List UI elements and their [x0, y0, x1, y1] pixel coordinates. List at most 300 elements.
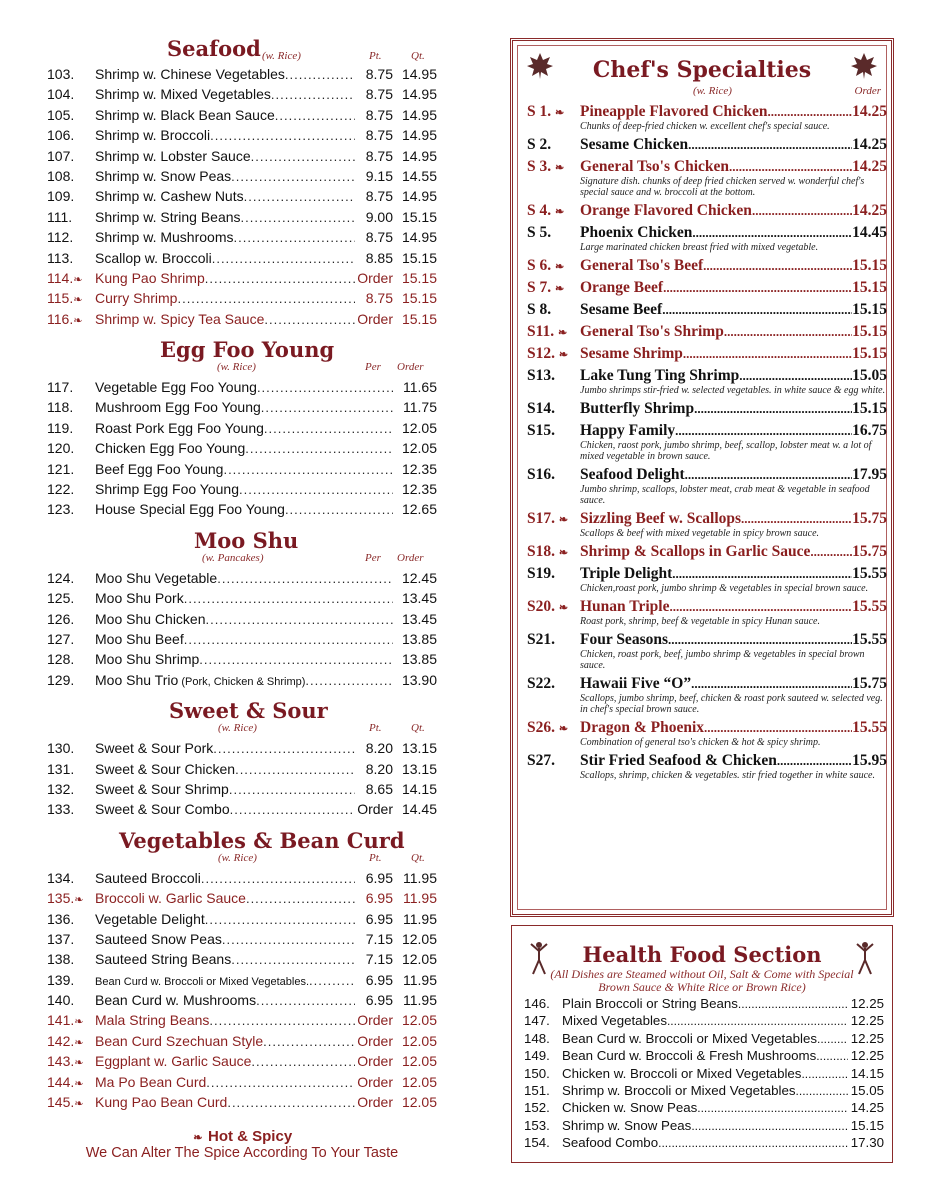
item-price: 11.75 — [403, 399, 437, 416]
price-quart: 15.15 — [401, 269, 437, 286]
item-number: 152. — [524, 1100, 550, 1116]
dot-leader — [817, 1032, 848, 1046]
price-quart: 13.15 — [401, 760, 437, 777]
item-number: 154. — [524, 1135, 550, 1151]
health-food-title: Health Food Section — [582, 942, 822, 967]
price-pint: 8.75 — [365, 106, 393, 123]
specialty-line — [527, 422, 887, 440]
specialty-line — [527, 631, 887, 649]
specialty-price: 15.15 — [852, 323, 887, 340]
item-price: 12.25 — [850, 1013, 884, 1029]
dot-leader — [694, 401, 852, 417]
veg-header — [47, 827, 437, 864]
menu-item-row — [47, 672, 437, 692]
item-number: 139. — [47, 971, 75, 988]
specialty-description: Roast pork, shrimp, beef & vegetable in spicy Hunan sauce. — [580, 616, 820, 627]
item-name: Moo Shu Shrimp — [95, 651, 200, 668]
specialty-name: Dragon & Phoenix — [580, 719, 704, 736]
item-name: Scallop w. Broccoli — [95, 249, 212, 266]
specialty-item — [527, 752, 887, 781]
item-number: 125. — [47, 590, 75, 607]
specialty-price: 16.75 — [852, 422, 887, 439]
specialty-name: Sesame Shrimp — [580, 345, 683, 362]
dot-leader — [691, 1119, 848, 1133]
item-number: 114.❧ — [47, 270, 95, 286]
specialty-line — [527, 224, 887, 242]
price-quart: 12.05 — [401, 1094, 437, 1111]
menu-item-row — [47, 740, 437, 760]
price-pint: 8.20 — [365, 740, 393, 757]
price-quart: 14.15 — [401, 780, 437, 797]
item-number: 145.❧ — [47, 1094, 95, 1110]
item-number: 146. — [524, 996, 550, 1011]
section-subtitle: (w. Rice) — [218, 851, 257, 864]
item-name: Shrimp w. Lobster Sauce — [95, 147, 251, 164]
dot-leader — [752, 203, 852, 219]
price-quart: 14.45 — [401, 801, 437, 818]
dot-leader — [668, 632, 852, 648]
menu-item-row — [47, 761, 437, 781]
item-name: Shrimp w. Broccoli or Mixed Vegetables — [562, 1082, 796, 1098]
item-number: 149. — [524, 1048, 550, 1064]
specialty-description: Scallops & beef with mixed vegetable in spicy brown sauce. — [580, 528, 820, 539]
price-pint: Order — [357, 1073, 393, 1090]
chili-pepper-icon: ❧ — [558, 547, 569, 559]
item-price: 13.45 — [401, 610, 437, 627]
dot-leader — [199, 652, 393, 667]
specialty-line — [527, 103, 887, 121]
dot-leader — [672, 566, 852, 582]
item-price: 14.25 — [850, 1100, 884, 1116]
price-quart: 13.15 — [401, 740, 437, 757]
price-quart: 14.95 — [401, 86, 437, 103]
specialty-item — [527, 565, 887, 594]
item-number: 133. — [47, 801, 75, 818]
specialty-line — [527, 543, 887, 561]
menu-item-row — [47, 931, 437, 951]
specialty-price: 15.15 — [852, 301, 887, 318]
specialty-line — [527, 719, 887, 737]
specialty-name: Stir Fried Seafood & Chicken — [580, 752, 777, 769]
menu-item-row — [47, 481, 437, 501]
item-name: Sauteed Broccoli — [95, 869, 201, 886]
chili-pepper-icon: ❧ — [558, 602, 569, 614]
price-pint: Order — [357, 310, 393, 327]
item-number: 148. — [524, 1030, 550, 1046]
item-price: 12.05 — [401, 440, 437, 457]
chili-pepper-icon: ❧ — [74, 1036, 84, 1049]
chili-pepper-icon: ❧ — [558, 514, 569, 526]
item-price: 12.65 — [401, 501, 437, 518]
specialty-line — [527, 323, 887, 341]
item-price: 12.35 — [401, 481, 437, 498]
item-name: Broccoli w. Garlic Sauce — [95, 890, 246, 907]
item-number: 135.❧ — [47, 890, 95, 906]
dot-leader — [810, 544, 852, 560]
chefs-order-label: Order — [854, 85, 881, 97]
item-number: 112. — [47, 229, 74, 246]
chili-pepper-icon: ❧ — [73, 294, 83, 307]
item-name: Shrimp w. Spicy Tea Sauce — [95, 310, 265, 327]
dot-leader — [205, 271, 355, 286]
menu-item-row — [47, 590, 437, 610]
item-name: Sauteed String Beans — [95, 951, 232, 968]
dot-leader — [184, 591, 393, 606]
item-number: 151. — [524, 1082, 550, 1098]
item-name: Moo Shu Trio (Pork, Chicken & Shrimp) — [95, 671, 306, 688]
specialty-line — [527, 466, 887, 484]
specialty-price: 15.95 — [852, 752, 887, 769]
health-item-row — [524, 1083, 884, 1100]
health-item-row — [524, 1066, 884, 1083]
price-quart: 14.95 — [401, 229, 437, 246]
specialty-description: Chicken, raost pork, jumbo shrimp, beef, scallop, lobster meat w. a lot of mixed vegetable in brown sauce. — [580, 440, 872, 462]
dot-leader — [233, 230, 355, 245]
dot-leader — [205, 912, 355, 927]
price-pint: 8.75 — [365, 290, 393, 307]
item-number: 140. — [47, 992, 75, 1009]
menu-item-row — [47, 461, 437, 481]
dot-leader — [688, 137, 852, 153]
specialty-name: Sizzling Beef w. Scallops — [580, 510, 742, 527]
menu-item-row — [47, 420, 437, 440]
item-name: Sweet & Sour Chicken — [95, 760, 236, 777]
chili-pepper-icon: ❧ — [558, 327, 568, 339]
dot-leader — [739, 368, 852, 384]
seafood-list — [47, 66, 437, 331]
health-item-row — [524, 1118, 884, 1135]
chili-pepper-icon: ❧ — [555, 261, 565, 273]
price-quart: 14.55 — [401, 167, 437, 184]
price-quart: 12.05 — [401, 1012, 437, 1029]
item-number: 121. — [47, 460, 75, 477]
specialty-price: 15.15 — [852, 257, 887, 274]
specialty-name: General Tso's Shrimp — [580, 323, 724, 340]
price-pint: 8.65 — [365, 780, 393, 797]
dot-leader — [667, 1014, 848, 1028]
menu-item-row — [47, 399, 437, 419]
item-number: 147. — [524, 1013, 550, 1029]
col-header-per: Per — [365, 361, 381, 374]
specialty-description: Combination of general tso's chicken & hot & spicy shrimp. — [580, 737, 821, 748]
menu-item-row — [47, 379, 437, 399]
item-price: 12.35 — [401, 460, 437, 477]
price-quart: 12.05 — [401, 1053, 437, 1070]
dot-leader — [305, 673, 393, 688]
specialty-code: S26. ❧ — [527, 719, 580, 737]
item-price: 15.15 — [850, 1117, 884, 1133]
item-number: 128. — [47, 651, 75, 668]
item-price: 12.05 — [401, 419, 437, 436]
specialty-name: Orange Flavored Chicken — [580, 202, 752, 219]
specialty-name: Sesame Chicken — [580, 136, 689, 153]
specialty-price: 14.25 — [852, 103, 887, 120]
item-name: Sweet & Sour Pork — [95, 740, 214, 757]
item-price: 12.25 — [850, 1030, 884, 1046]
dot-leader — [223, 462, 393, 477]
section-title: Sweet & Sour — [169, 698, 328, 724]
menu-item-row — [47, 781, 437, 801]
dot-leader — [184, 632, 393, 647]
item-name: Vegetable Delight — [95, 910, 205, 927]
chili-pepper-icon: ❧ — [74, 894, 84, 907]
col-header-order: Order — [397, 361, 424, 374]
item-name: Chicken w. Snow Peas — [562, 1100, 698, 1116]
item-number: 109. — [47, 188, 75, 205]
specialty-price: 15.55 — [852, 598, 887, 615]
specialty-line — [527, 598, 887, 616]
specialty-code: S11. ❧ — [527, 323, 580, 341]
item-number: 122. — [47, 481, 75, 498]
specialty-name: Shrimp & Scallops in Garlic Sauce — [580, 543, 811, 560]
item-name: Moo Shu Vegetable — [95, 569, 218, 586]
specialty-item — [527, 598, 887, 627]
mooshu-list — [47, 570, 437, 692]
price-pint: Order — [357, 1012, 393, 1029]
specialty-item — [527, 202, 887, 220]
specialty-item — [527, 224, 887, 253]
dot-leader — [801, 1067, 848, 1081]
price-pint: 8.85 — [365, 249, 393, 266]
item-number: 129. — [47, 671, 75, 688]
health-food-box — [511, 925, 893, 1163]
dot-leader — [235, 762, 355, 777]
item-note: (Pork, Chicken & Shrimp) — [178, 675, 306, 688]
dot-leader — [227, 1095, 355, 1110]
specialty-item — [527, 543, 887, 561]
specialty-price: 15.05 — [852, 367, 887, 384]
item-price: 12.25 — [850, 996, 884, 1011]
specialty-line — [527, 400, 887, 418]
item-name: Shrimp w. String Beans — [95, 208, 241, 225]
specialty-code: S 5. — [527, 224, 552, 241]
dot-leader — [704, 720, 852, 736]
item-price: 11.65 — [403, 379, 437, 396]
menu-item-row — [47, 188, 437, 208]
dot-leader — [285, 502, 393, 517]
specialty-code: S 7. ❧ — [527, 279, 580, 297]
specialty-code: S 3. ❧ — [527, 158, 580, 176]
col-header-order: Order — [397, 551, 424, 564]
menu-item-row — [47, 148, 437, 168]
chili-pepper-icon: ❧ — [74, 1098, 84, 1111]
dot-leader — [217, 571, 393, 586]
section-subtitle: (w. Pancakes) — [202, 551, 264, 564]
dot-leader — [669, 599, 852, 615]
item-price: 12.45 — [401, 569, 437, 586]
chili-pepper-icon: ❧ — [555, 107, 565, 119]
health-item-row — [524, 1013, 884, 1030]
item-price: 13.85 — [401, 651, 437, 668]
item-price: 13.85 — [401, 630, 437, 647]
left-column — [47, 34, 437, 1114]
specialty-code: S22. — [527, 675, 555, 692]
specialty-item — [527, 367, 887, 396]
col-header-qt: Qt. — [411, 722, 425, 735]
specialty-name: Lake Tung Ting Shrimp — [580, 367, 740, 384]
item-price: 14.15 — [850, 1065, 884, 1081]
dot-leader — [251, 1054, 355, 1069]
dot-leader — [229, 782, 355, 797]
chili-pepper-icon: ❧ — [555, 206, 565, 218]
dot-leader — [692, 225, 852, 241]
specialty-item — [527, 103, 887, 132]
menu-item-row — [47, 127, 437, 147]
price-quart: 15.15 — [401, 249, 437, 266]
specialty-price: 14.45 — [852, 224, 887, 241]
price-pint: 7.15 — [365, 930, 393, 947]
chefs-subtitle: (w. Rice) — [693, 85, 732, 97]
menu-item-row — [47, 86, 437, 106]
menu-item-row — [47, 311, 437, 331]
item-name: Mixed Vegetables — [562, 1013, 667, 1029]
specialty-code: S15. — [527, 422, 555, 439]
price-quart: 11.95 — [403, 890, 437, 907]
col-header-per: Per — [365, 551, 381, 564]
menu-item-row — [47, 890, 437, 910]
dot-leader — [239, 482, 393, 497]
menu-item-row — [47, 631, 437, 651]
menu-item-row — [47, 870, 437, 890]
chili-pepper-icon: ❧ — [558, 723, 569, 735]
item-name: Ma Po Bean Curd — [95, 1073, 207, 1090]
specialty-item — [527, 136, 887, 154]
item-name: Kung Pao Shrimp — [95, 269, 205, 286]
dot-leader — [222, 932, 355, 947]
section-subtitle: (w. Rice) — [218, 722, 257, 735]
item-number: 115.❧ — [47, 290, 95, 306]
specialty-code: S 2. — [527, 136, 552, 153]
specialty-code: S17. ❧ — [527, 510, 580, 528]
dot-leader — [213, 741, 355, 756]
item-number: 134. — [47, 869, 75, 886]
specialty-price: 15.15 — [852, 279, 887, 296]
specialty-line — [527, 279, 887, 297]
specialty-code: S 1. ❧ — [527, 103, 580, 121]
specialty-line — [527, 565, 887, 583]
price-quart: 14.95 — [401, 127, 437, 144]
dot-leader — [261, 400, 393, 415]
specialty-item — [527, 345, 887, 363]
price-quart: 14.95 — [401, 66, 437, 82]
item-name: Sweet & Sour Shrimp — [95, 780, 229, 797]
specialty-code: S16. — [527, 466, 555, 483]
seafood-header — [47, 36, 437, 66]
item-name: Shrimp w. Mixed Vegetables — [95, 86, 271, 103]
menu-item-row — [47, 611, 437, 631]
price-pint: Order — [357, 801, 393, 818]
price-pint: 6.95 — [365, 971, 393, 988]
dot-leader — [724, 324, 852, 340]
sweetsour-list — [47, 740, 437, 822]
specialty-description: Chunks of deep-fried chicken w. excellent chef's special sauce. — [580, 121, 830, 132]
specialty-code: S27. — [527, 752, 555, 769]
specialty-description: Chicken, roast pork, beef, jumbo shrimp & vegetables in special brown sauce. — [580, 649, 865, 671]
price-pint: 9.00 — [365, 208, 393, 225]
item-number: 127. — [47, 630, 75, 647]
item-name: Shrimp Egg Foo Young — [95, 481, 239, 498]
specialty-price: 15.55 — [852, 719, 887, 736]
specialty-price: 15.75 — [852, 675, 887, 692]
item-number: 153. — [524, 1117, 550, 1133]
item-name: Shrimp w. Cashew Nuts — [95, 188, 244, 205]
price-pint: 8.75 — [365, 147, 393, 164]
price-pint: 6.95 — [365, 992, 393, 1009]
item-name: Beef Egg Foo Young — [95, 460, 224, 477]
chili-pepper-icon: ❧ — [73, 273, 83, 286]
specialty-code: S13. — [527, 367, 555, 384]
specialty-description: Chicken,roast pork, jumbo shrimp & vegetables in special brown sauce. — [580, 583, 869, 594]
item-name: Shrimp w. Mushrooms — [95, 229, 234, 246]
chefs-specialties-title: Chef's Specialties — [592, 57, 812, 83]
item-name: Plain Broccoli or String Beans — [562, 996, 738, 1011]
item-name: Moo Shu Beef — [95, 630, 184, 647]
price-quart: 14.95 — [401, 147, 437, 164]
chili-pepper-icon: ❧ — [555, 283, 565, 295]
specialty-name: Hawaii Five “O” — [580, 675, 692, 692]
dot-leader — [675, 423, 852, 439]
dot-leader — [767, 104, 852, 120]
item-number: 130. — [47, 740, 75, 757]
specialty-description: Large marinated chicken breast fried with mixed vegetable. — [580, 242, 819, 253]
item-name: Shrimp w. Snow Peas — [95, 167, 232, 184]
price-quart: 11.95 — [403, 992, 437, 1009]
chef-list — [527, 103, 887, 785]
item-number: 136. — [47, 910, 75, 927]
specialty-code: S 6. ❧ — [527, 257, 580, 275]
price-quart: 12.05 — [401, 951, 437, 968]
item-name: Shrimp w. Snow Peas — [562, 1117, 692, 1133]
item-name: Bean Curd Szechuan Style — [95, 1032, 264, 1049]
price-pint: 8.75 — [365, 86, 393, 103]
specialty-item — [527, 510, 887, 539]
item-name: Chicken Egg Foo Young — [95, 440, 246, 457]
dot-leader — [309, 973, 355, 988]
item-name: Kung Pao Bean Curd — [95, 1094, 228, 1111]
specialty-line — [527, 158, 887, 176]
specialty-description: Signature dish. chunks of deep fried chicken served w. wonderful chef's special sauce and w. broccoli at the bottom. — [580, 176, 865, 198]
dot-leader — [729, 159, 852, 175]
price-pint: 8.75 — [365, 66, 393, 82]
dot-leader — [263, 1034, 355, 1049]
dot-leader — [264, 421, 393, 436]
price-pint: 9.15 — [365, 167, 393, 184]
chili-pepper-icon: ❧ — [74, 1016, 84, 1029]
dot-leader — [177, 291, 355, 306]
dot-leader — [703, 258, 852, 274]
item-number: 124. — [47, 569, 75, 586]
dot-leader — [212, 251, 355, 266]
specialty-price: 14.25 — [852, 202, 887, 219]
specialty-item — [527, 466, 887, 506]
menu-item-row — [47, 801, 437, 821]
price-quart: 11.95 — [403, 910, 437, 927]
mooshu-header — [47, 527, 437, 564]
dot-leader — [697, 1101, 848, 1115]
section-title: Egg Foo Young — [160, 337, 335, 363]
dot-leader — [206, 1075, 355, 1090]
chili-pepper-icon: ❧ — [555, 162, 565, 174]
specialty-line — [527, 752, 887, 770]
item-name: Seafood Combo — [562, 1135, 659, 1151]
item-number: 113. — [47, 249, 74, 266]
dot-leader — [658, 1136, 848, 1150]
item-name: Shrimp w. Broccoli — [95, 127, 211, 144]
item-name: Chicken w. Broccoli or Mixed Vegetables — [562, 1065, 802, 1081]
dot-leader — [741, 511, 852, 527]
col-header-qt: Qt. — [411, 851, 425, 864]
item-number: 111. — [47, 208, 73, 225]
